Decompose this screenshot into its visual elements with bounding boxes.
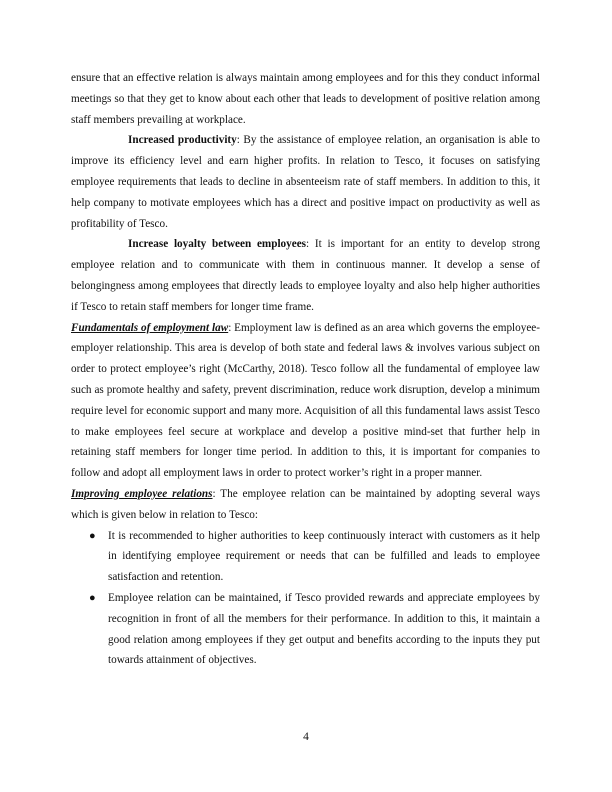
paragraph-improving-employee-relations: [71, 484, 540, 526]
heading-increase-loyalty: Increase loyalty between employees: [128, 238, 307, 251]
paragraph-fundamentals-employment-law: [71, 318, 540, 484]
bullet-list: [71, 526, 540, 672]
bullet-icon: ●: [89, 591, 96, 604]
paragraph-continuation: ensure that an effective relation is always maintain among employees and for this they conduct informal meetings so that they get to know about each other that leads to development of positive relation among staff members prevailing at workplace.: [71, 72, 540, 126]
paragraph-text: : By the assistance of employee relation, an organisation is able to improve its efficiency level and earn higher profits. In relation to Tesco, it focuses on satisfying employee requirements that leads to decline in absenteeism rate of staff members. In addition to this, it help company to motivate employees which has a direct and positive impact on productivity as well as profitability of Tesco.: [71, 134, 541, 230]
paragraph-increased-productivity: [71, 130, 540, 234]
list-item-text: Employee relation can be maintained, if Tesco provided rewards and appreciate employees by recognition in front of all the members for their performance. In addition to this, it maintain a good relation among employees if they get output and benefits according to the inputs they put towards attainment of objectives.: [108, 591, 540, 667]
page-body: [71, 68, 540, 671]
heading-fundamentals-employment-law: Fundamentals of employment law: [71, 321, 229, 334]
list-item: [71, 588, 540, 671]
list-item: [71, 526, 540, 588]
paragraph-text: : Employment law is defined as an area which governs the employee-employer relationship. This area is develop of both state and federal laws & involves various subject on order to protect employee’s right (McCarthy, 2018). Tesco follow all the fundamental of employee law such as promote healthy and safety, prevent discrimination, reduce work disruption, develop a minimum require level for economic support and many more. Acquisition of all this fundamental laws assist Tesco to make employees feel secure at workplace and develop a positive mind-set that further help in retaining staff members for longer time period. In addition to this, it is important for companies to follow and adopt all employment laws in order to protect worker’s right in a proper manner.: [71, 321, 540, 480]
paragraph-increase-loyalty: [71, 234, 540, 317]
paragraph-text: : The employee relation can be maintained by adopting several ways which is given below in relation to Tesco:: [71, 487, 540, 521]
heading-improving-employee-relations: Improving employee relations: [71, 487, 213, 500]
paragraph-text: : It is important for an entity to develop strong employee relation and to communicate with them in continuous manner. It develop a sense of belongingness among employees that directly leads to employee loyalty and also help higher authorities if Tesco to retain staff members for longer time frame.: [71, 238, 540, 313]
list-item-text: It is recommended to higher authorities to keep continuously interact with customers as it help in identifying employee requirement or needs that can be fulfilled and leads to employee satisfaction and retention.: [108, 529, 540, 584]
heading-increased-productivity: Increased productivity: [128, 134, 237, 147]
bullet-icon: ●: [89, 529, 96, 542]
page-number: 4: [303, 731, 309, 743]
